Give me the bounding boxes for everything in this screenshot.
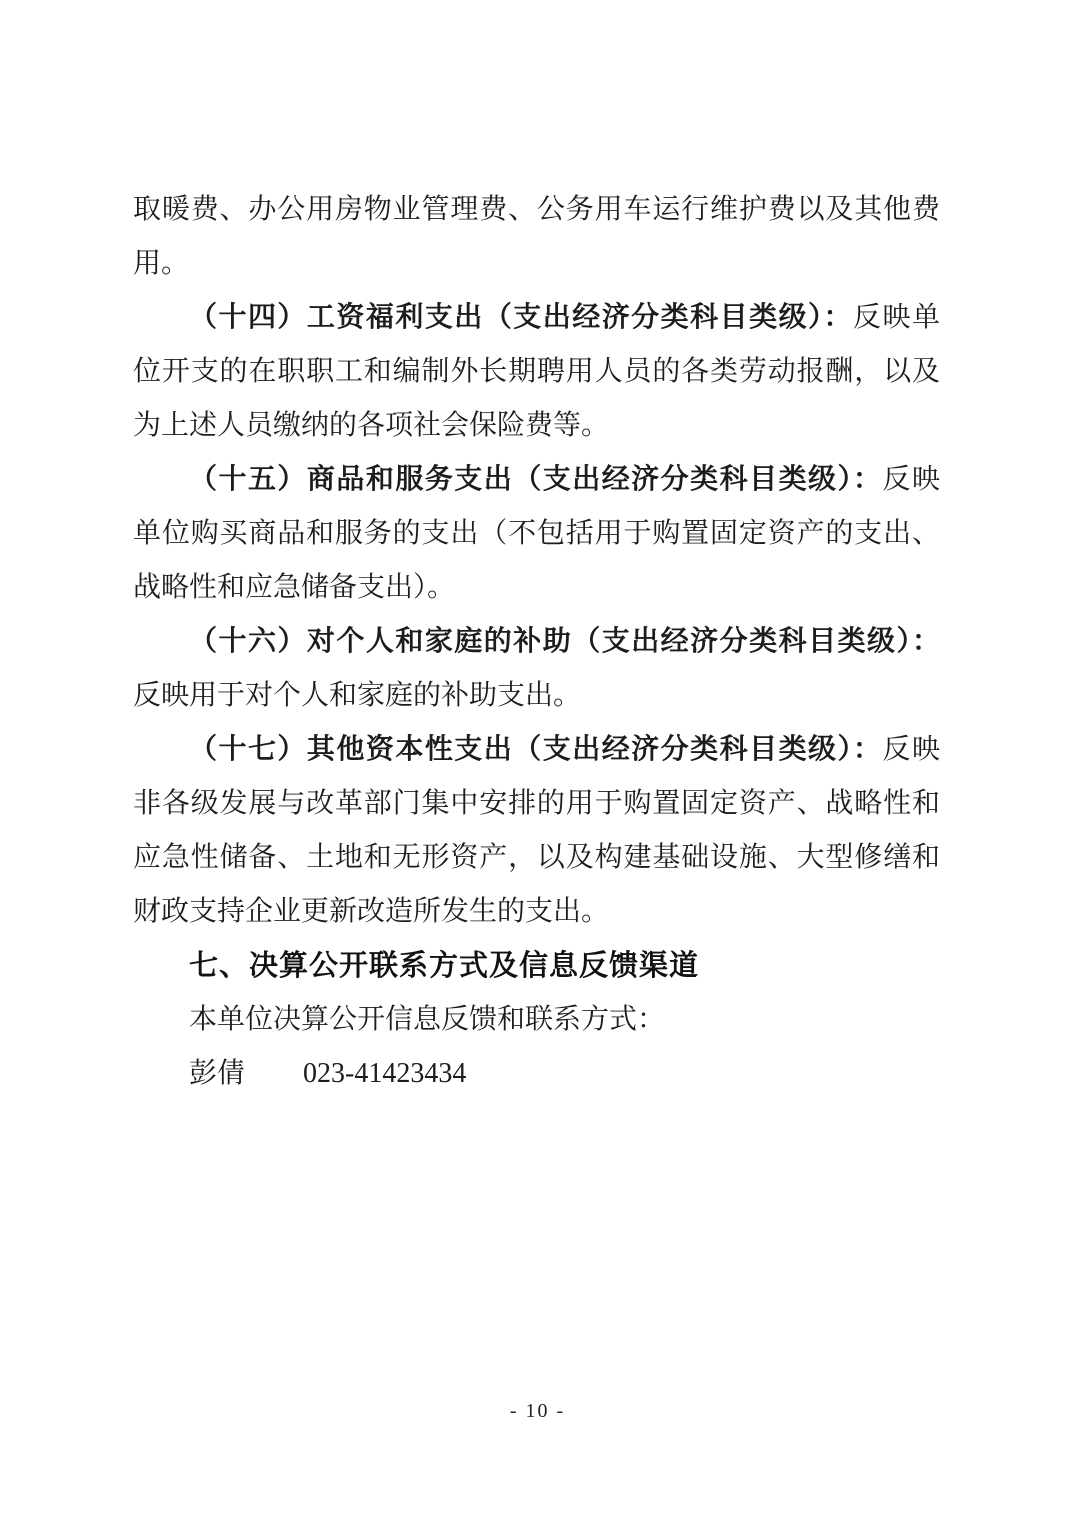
paragraph-text: 非各级发展与改革部门集中安排的用于购置固定资产、战略性和 [133,788,940,819]
page-number: - 10 - [509,1400,566,1422]
text-line [133,291,940,345]
text-line [133,777,940,831]
paragraph-lead-text: 七、决算公开联系方式及信息反馈渠道 [189,950,700,982]
paragraph-lead-text: （十四）工资福利支出（支出经济分类科目类级）： [189,302,854,333]
paragraph-lead-text: （十七）其他资本性支出（支出经济分类科目类级）： [189,734,883,765]
text-line [133,993,940,1047]
text-line [133,399,940,453]
document-body [133,183,940,1101]
paragraph-text: 取暖费、办公用房物业管理费、公务用车运行维护费以及其他费 [133,194,940,225]
contact-line [133,1047,940,1101]
paragraph-text: 用。 [133,248,190,279]
paragraph-lead-text: （十五）商品和服务支出（支出经济分类科目类级）： [189,464,883,495]
section-heading [133,939,940,993]
paragraph-text: 财政支持企业更新改造所发生的支出。 [133,896,610,927]
text-line [133,453,940,507]
paragraph-lead-text: （十六）对个人和家庭的补助（支出经济分类科目类级）： [189,626,940,657]
paragraph-text: 为上述人员缴纳的各项社会保险费等。 [133,410,610,441]
text-line [133,561,940,615]
text-line [133,723,940,777]
paragraph-text: 反映 [882,464,940,495]
text-line [133,669,940,723]
text-line [133,183,940,237]
paragraph-text: 反映 [882,734,940,765]
paragraph-text: 单位购买商品和服务的支出（不包括用于购置固定资产的支出、 [133,518,940,549]
text-line [133,831,940,885]
paragraph-text: 应急性储备、土地和无形资产，以及构建基础设施、大型修缮和 [133,842,940,873]
paragraph-text: 反映单 [853,302,940,333]
paragraph-text: 023-41423434 [303,1058,467,1089]
text-line [133,237,940,291]
paragraph-text: 反映用于对个人和家庭的补助支出。 [133,680,582,711]
paragraph-text: 本单位决算公开信息反馈和联系方式： [189,1004,666,1035]
text-line [133,345,940,399]
text-line [133,885,940,939]
text-line [133,615,940,669]
text-line [133,507,940,561]
paragraph-text: 位开支的在职职工和编制外长期聘用人员的各类劳动报酬，以及 [133,356,940,387]
paragraph-text: 彭倩 [189,1058,246,1089]
paragraph-text: 战略性和应急储备支出）。 [133,572,456,603]
